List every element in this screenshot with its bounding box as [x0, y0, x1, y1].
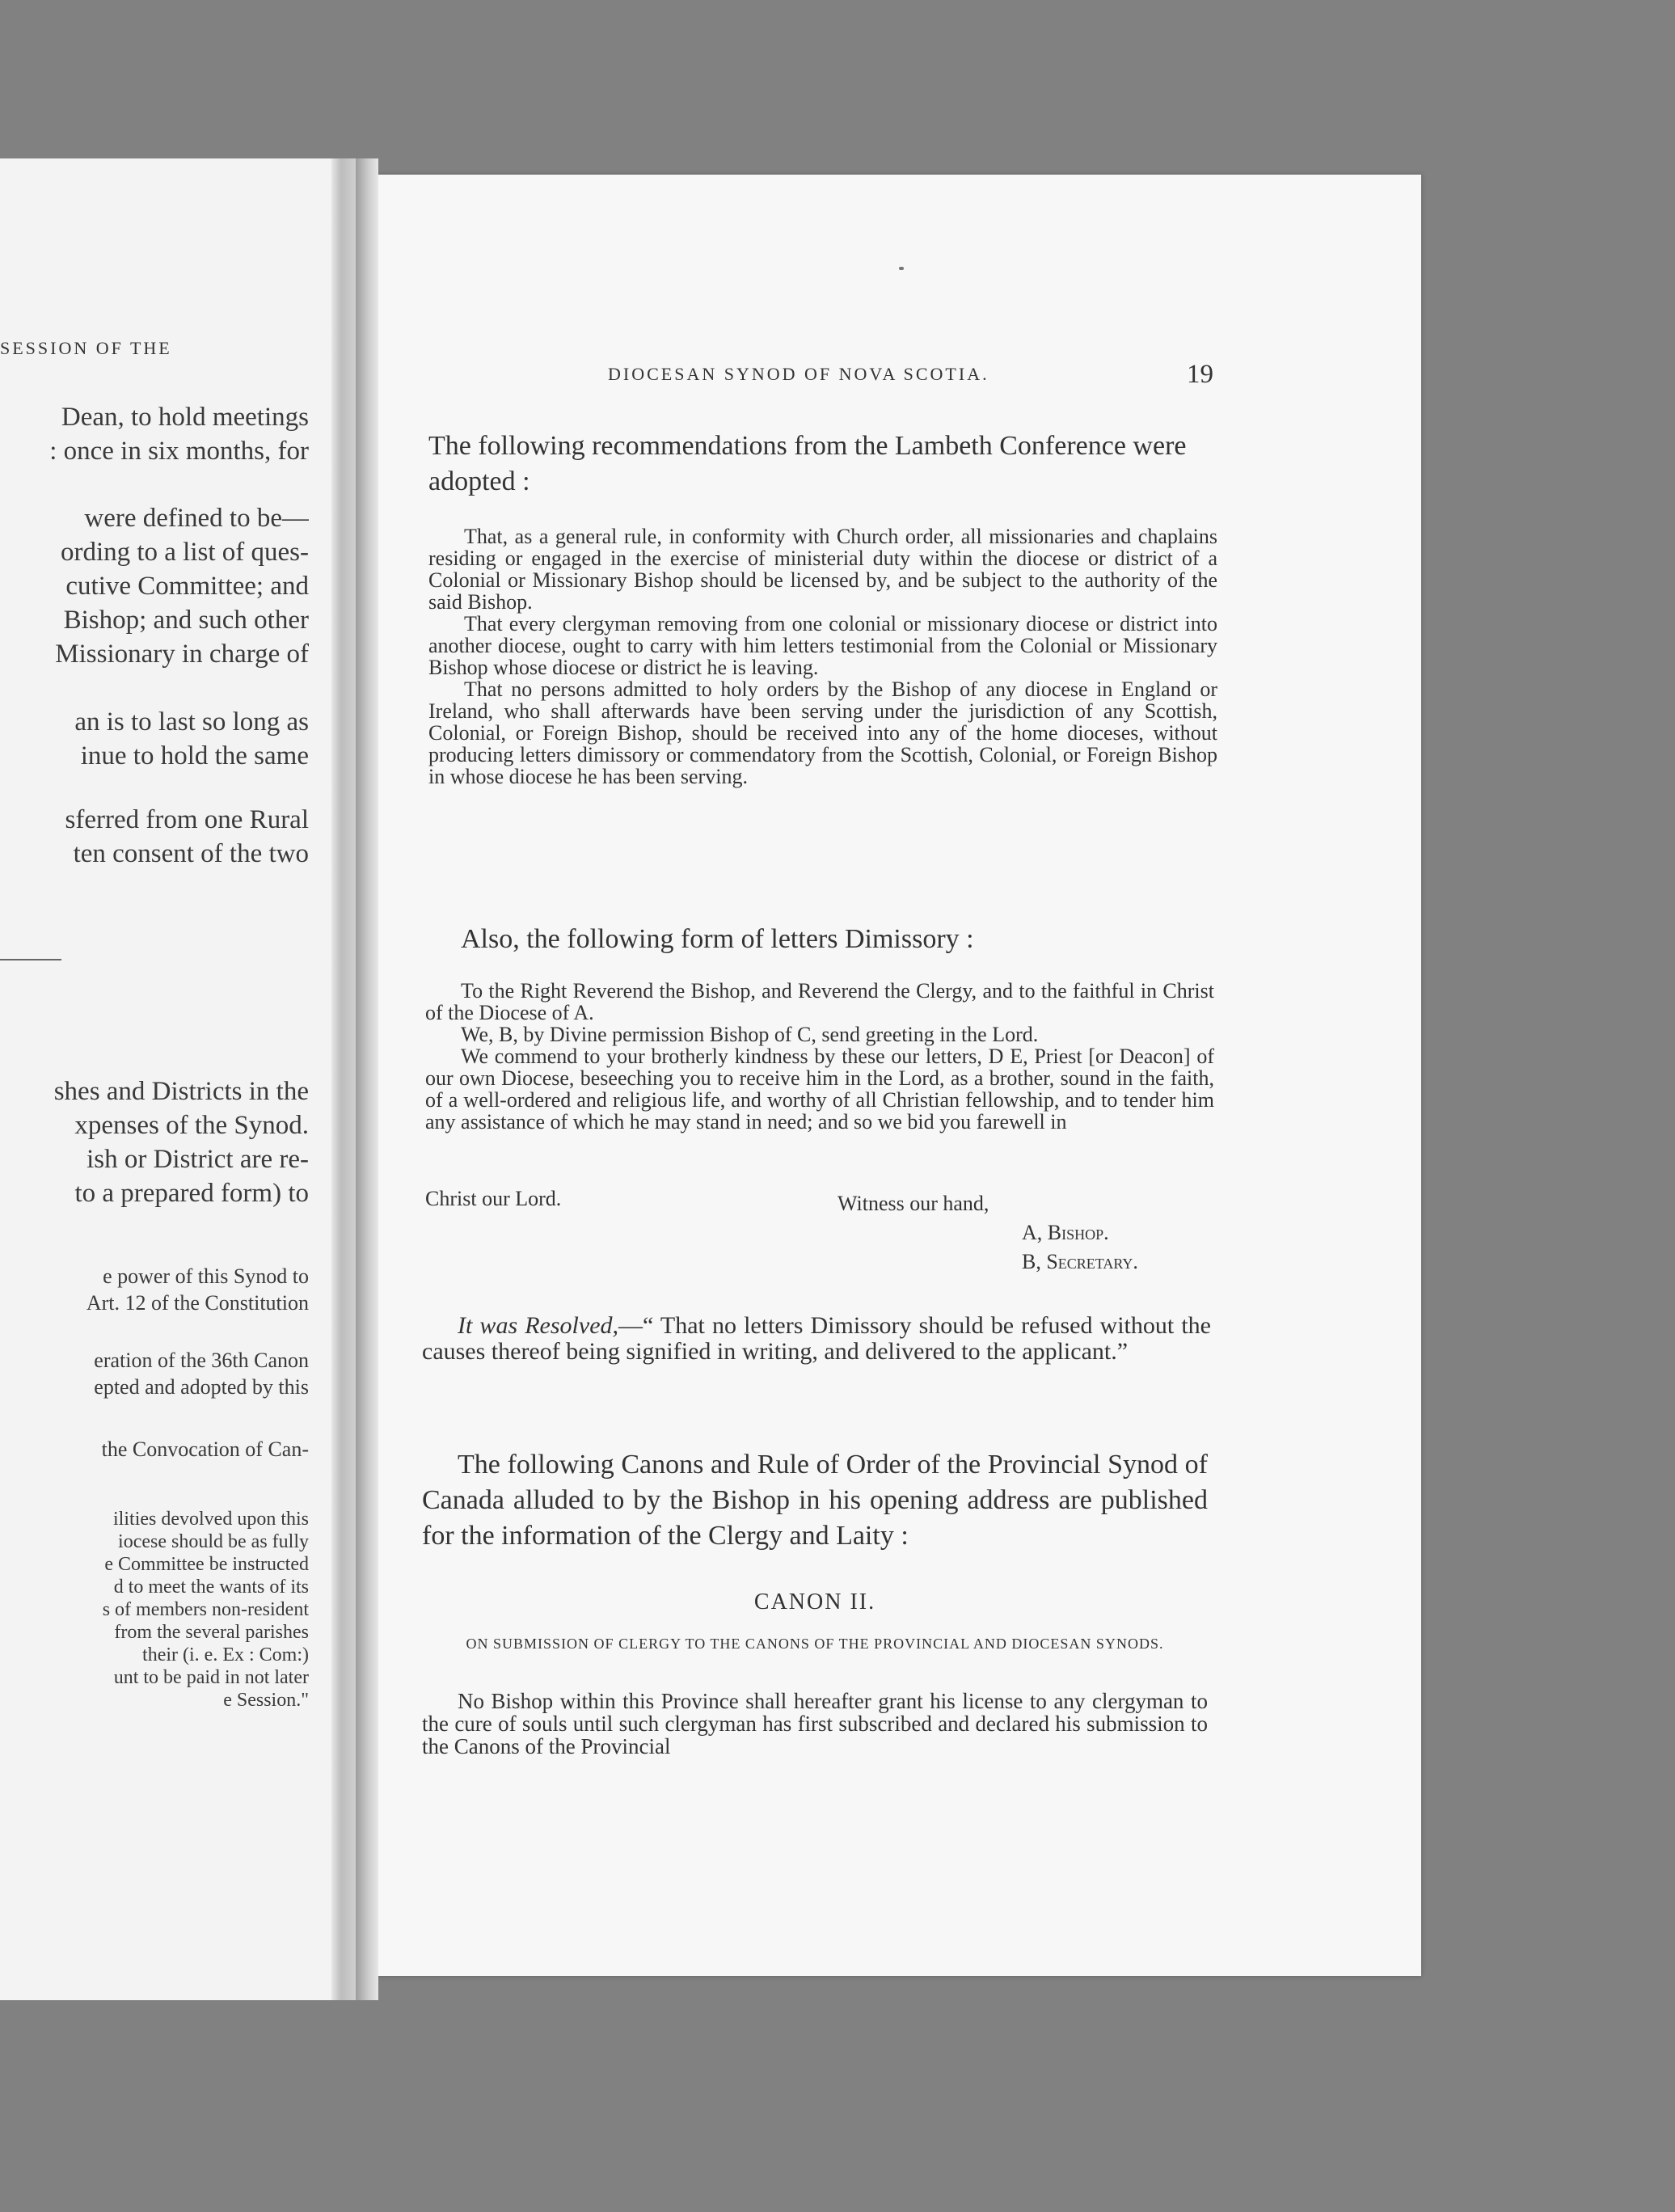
page-number: 19	[1187, 360, 1213, 389]
lambeth-paragraph: That no persons admitted to holy orders by the Bishop of any diocese in England or Ireland, who shall afterwards have been serving under the jurisdiction of any Scottish, Colonial, or Foreign Bishop, should be received into any of the home dioceses, without producing letters dimissory or commendatory from the Scottish, Colonial, or Foreign Bishop in whose diocese he has been serving.	[428, 678, 1217, 788]
dimissory-letter	[425, 980, 1214, 1133]
left-line: an is to last so long as	[74, 707, 309, 737]
left-block-1	[0, 400, 309, 468]
left-line: Art. 12 of the Constitution	[86, 1291, 309, 1315]
resolution-label: It was Resolved,	[458, 1312, 619, 1339]
left-line: were defined to be—	[84, 504, 309, 533]
dimissory-paragraph: We commend to your brotherly kindness by these our letters, D E, Priest [or Deacon] of our own Diocese, beseeching you to receive him in the Lord, as a brother, sound in the faith, of a well-ordered and religious life, and worthy of all Christian fellowship, and to tender him any assistance of which he may stand in need; and so we bid you farewell in	[425, 1045, 1214, 1133]
left-running-head: SESSION OF THE	[0, 338, 172, 358]
left-line: unt to be paid in not later	[113, 1667, 309, 1688]
left-line: : once in six months, for	[49, 437, 309, 466]
closing-right: Witness our hand,	[838, 1192, 989, 1215]
left-block-9	[0, 1508, 309, 1712]
left-line: the Convocation of Can-	[101, 1437, 309, 1461]
lambeth-paragraph: That every clergyman removing from one colonial or missionary diocese or district into another diocese, ought to carry with him letters testimonial from the Colonial or Missionary Bishop whose diocese or district he is leaving.	[428, 612, 1217, 679]
left-line: Bishop; and such other	[63, 606, 309, 635]
left-line: cutive Committee; and	[65, 572, 309, 601]
intro-lambeth: The following recommendations from the Lambeth Conference were adopted :	[428, 431, 1187, 496]
canon-title: CANON II.	[753, 1589, 876, 1615]
left-block-8	[0, 1436, 309, 1463]
dimissory-paragraph: We, B, by Divine permission Bishop of C, send greeting in the Lord.	[461, 1023, 1039, 1046]
left-line: from the several parishes	[114, 1622, 309, 1643]
left-line: ording to a list of ques-	[60, 538, 309, 567]
left-line: e Committee be instructed	[104, 1554, 309, 1575]
left-line: Dean, to hold meetings	[61, 403, 309, 432]
print-speck	[899, 267, 904, 270]
left-line: e Session."	[223, 1690, 309, 1711]
left-line: Missionary in charge of	[55, 640, 309, 669]
intro-dimissory: Also, the following form of letters Dimissory :	[461, 924, 974, 954]
running-head: DIOCESAN SYNOD OF NOVA SCOTIA.	[608, 364, 989, 384]
lambeth-recommendations	[428, 526, 1217, 787]
left-line: inue to hold the same	[80, 741, 309, 770]
left-line: epted and adopted by this	[94, 1375, 309, 1399]
left-line: ish or District are re-	[86, 1145, 309, 1174]
left-line: xpenses of the Synod.	[74, 1111, 309, 1140]
canon-text: No Bishop within this Province shall hereafter grant his license to any clergyman to the cure of souls until such clergyman has first subscribed and declared his submission to the Canons of the Provincial	[422, 1689, 1208, 1758]
left-line: ilities devolved upon this	[113, 1509, 309, 1530]
left-block-7	[0, 1347, 309, 1400]
closing-left: Christ our Lord.	[425, 1187, 562, 1210]
left-line: shes and Districts in the	[53, 1077, 309, 1106]
left-line: eration of the 36th Canon	[94, 1349, 309, 1372]
left-block-2	[0, 501, 309, 671]
resolution	[422, 1313, 1211, 1365]
left-line: ten consent of the two	[73, 839, 309, 868]
left-divider	[0, 959, 61, 960]
canon-subtitle: ON SUBMISSION OF CLERGY TO THE CANONS OF THE PROVINCIAL AND DIOCESAN SYNODS.	[466, 1636, 1164, 1652]
left-block-6	[0, 1263, 309, 1316]
left-line: sferred from one Rural	[65, 805, 309, 834]
intro-canons: The following Canons and Rule of Order of the Provincial Synod of Canada alluded to by the Bishop in his opening address are published for the information of the Clergy and Laity :	[422, 1450, 1208, 1551]
left-line: to a prepared form) to	[74, 1179, 309, 1208]
book-spine	[356, 158, 378, 2000]
left-line: s of members non-resident	[102, 1599, 309, 1620]
left-line: their (i. e. Ex : Com:)	[142, 1644, 309, 1665]
signature-bishop: A, Bishop.	[1022, 1221, 1109, 1244]
left-block-3	[0, 705, 309, 773]
resolution-text: —“ That no letters Dimissory should be refused without the causes thereof being signified in writing, and delivered to the applicant.”	[422, 1312, 1211, 1365]
dimissory-paragraph: To the Right Reverend the Bishop, and Reverend the Clergy, and to the faithful in Christ of the Diocese of A.	[425, 979, 1214, 1024]
left-line: d to meet the wants of its	[113, 1577, 309, 1598]
left-line: e power of this Synod to	[103, 1264, 309, 1288]
lambeth-paragraph: That, as a general rule, in conformity with Church order, all missionaries and chaplains residing or engaged in the exercise of ministerial duty within the diocese or district of a Colonial or Missionary Bishop should be licensed by, and be subject to the authority of the said Bishop.	[428, 525, 1217, 614]
left-line: iocese should be as fully	[118, 1531, 309, 1552]
left-block-5	[0, 1074, 309, 1210]
left-block-4	[0, 803, 309, 871]
signature-secretary: B, Secretary.	[1022, 1250, 1138, 1273]
left-page-gutter	[331, 158, 356, 2000]
